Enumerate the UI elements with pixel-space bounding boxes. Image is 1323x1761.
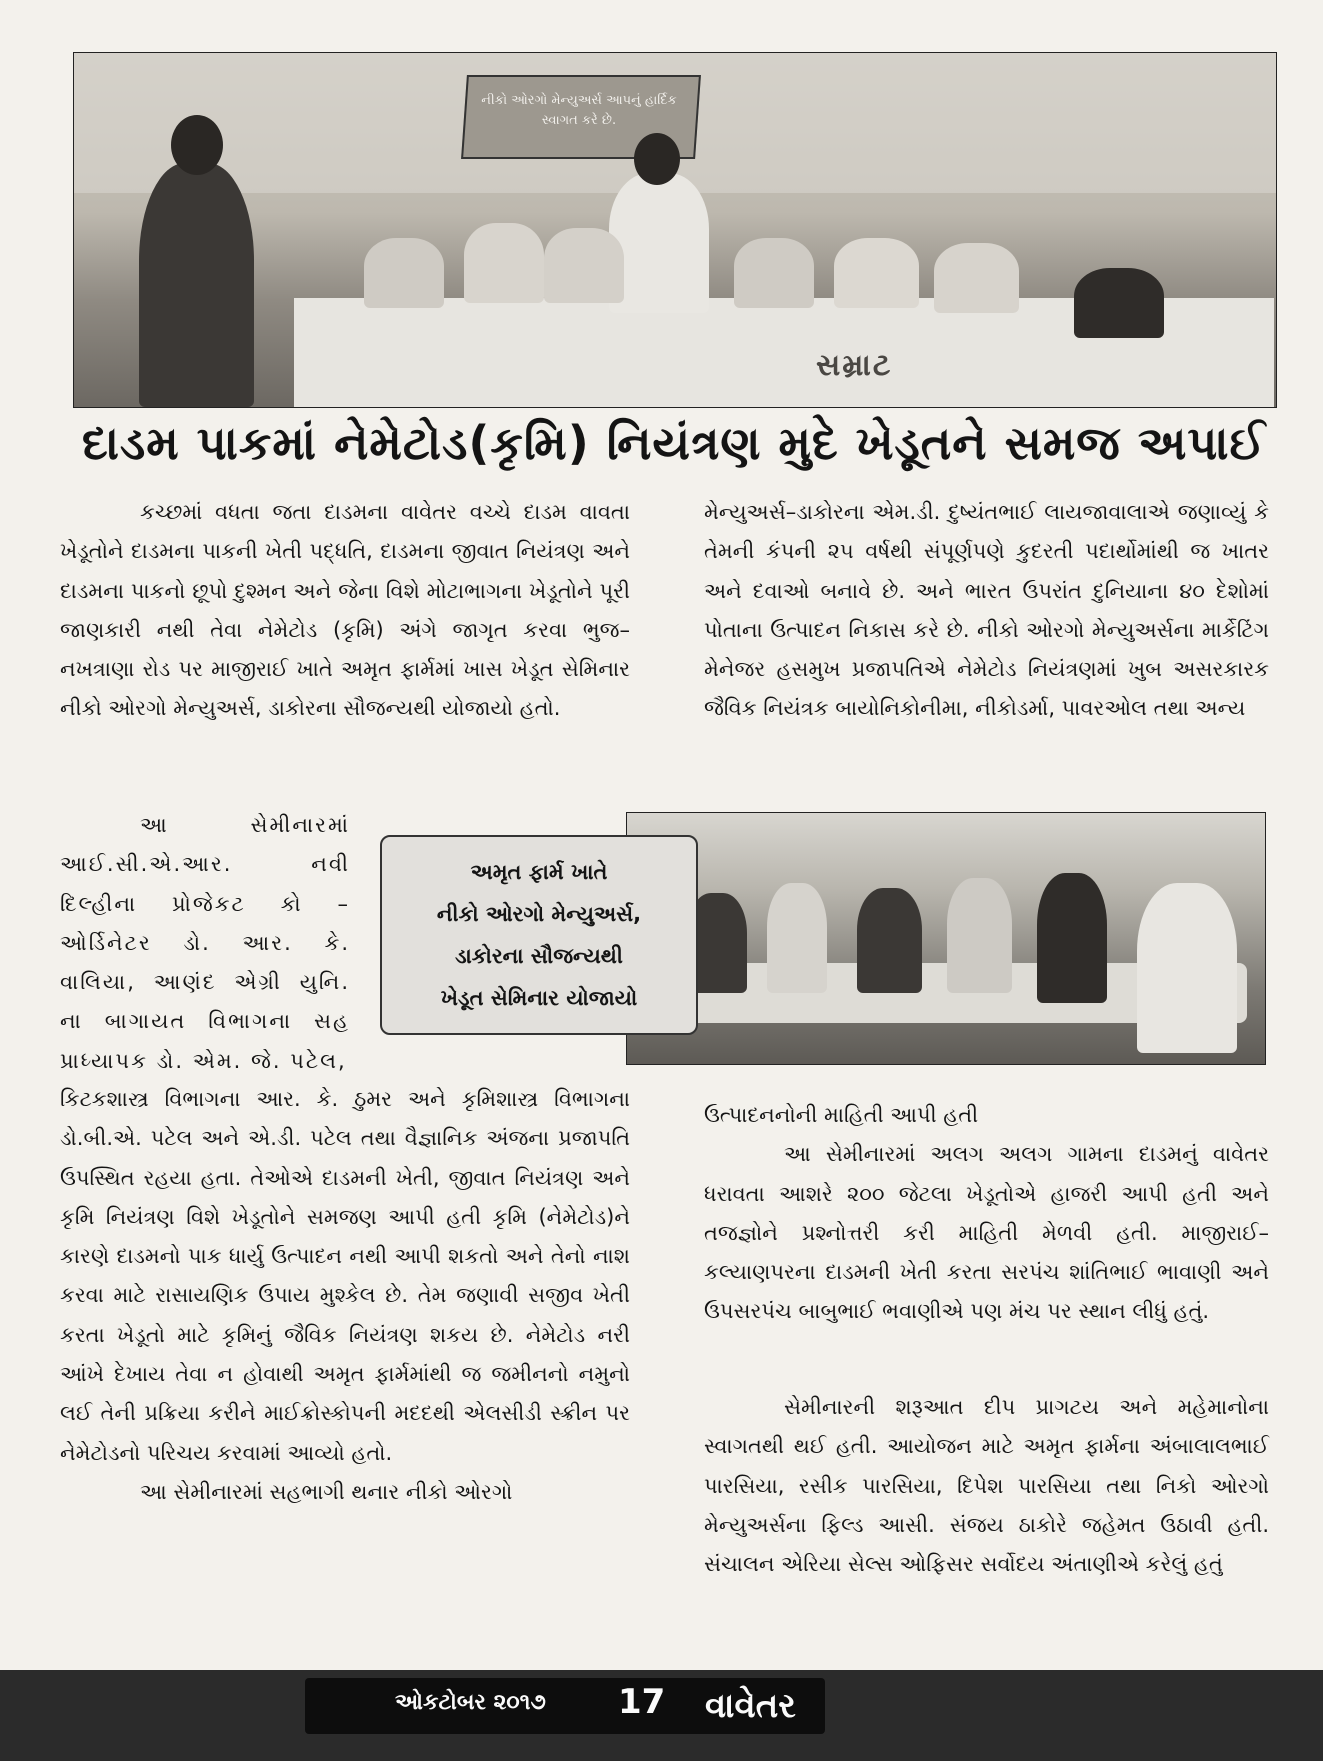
- paragraph-text: આ સેમીનારમાં અલગ અલગ ગામના દાડમનું વાવેતર ધરાવતા આશરે ૨૦૦ જેટલા ખેડૂતોએ હાજરી આપી હતી અને તજજ્ઞોને પ્રશ્નોત્તરી કરી માહિતી મેળવી હતી. માજીરાઈ–કલ્યાણપરના દાડમની ખેતી કરતા સરપંચ શાંતિભાઈ ભાવાણી અને ઉપસરપંચ બાબુભાઈ ભવાણીએ પણ મંચ પર સ્થાન લીધું હતું.: [704, 1142, 1269, 1324]
- center-speaker: [609, 173, 709, 313]
- paragraph-text: આ સેમીનારમાં સહભાગી થનાર નીકો ઓરગો: [140, 1479, 513, 1504]
- seated-guest: [834, 238, 919, 308]
- callout-line: અમૃત ફાર્મ ખાતે: [470, 860, 608, 884]
- footer-date: ઓકટોબર ૨૦૧૭: [395, 1690, 546, 1715]
- table-sign-text: સમ્રાટ: [816, 348, 893, 383]
- seated-guest: [544, 228, 624, 303]
- audience-member: [1137, 883, 1237, 1053]
- paragraph-text: સેમીનારની શરૂઆત દીપ પ્રાગટય અને મહેમાનોના સ્વાગતથી થઈ હતી. આયોજન માટે અમૃત ફાર્મના અંબાલાલભાઈ પારસિયા, રસીક પારસિયા, દિપેશ પારસિયા તથા નિકો ઓરગો મેન્યુઅર્સના ફિલ્ડ આસી. સંજય ઠાકોરે જહેમત ઉઠાવી હતી. સંચાલન એરિયા સેલ્સ ઓફિસર સર્વોદય અંતાણીએ કરેલું હતું: [704, 1395, 1269, 1577]
- callout-line: ડાકોરના સૌજન્યથી: [455, 944, 623, 968]
- article-paragraph: [704, 1096, 1269, 1332]
- speaker-head: [171, 115, 223, 175]
- page-number: 17: [618, 1682, 666, 1722]
- paragraph-text: કચ્છમાં વધતા જતા દાડમના વાવેતર વચ્ચે દાડમ વાવતા ખેડૂતોને દાડમના પાકની ખેતી પદ્ધતિ, દાડમના જીવાત નિયંત્રણ અને દાડમના પાકનો છૂપો દુશ્મન અને જેના વિશે મોટાભાગના ખેડૂતોને પૂરી જાણકારી નથી તેવા નેમેટોડ (કૃમિ) અંગે જાગૃત કરવા ભુજ–નખત્રાણા રોડ પર માજીરાઈ ખાતે અમૃત ફાર્મમાં ખાસ ખેડૂત સેમિનાર નીકો ઓરગો મેન્યુઅર્સ, ડાકોરના સૌજન્યથી યોજાયો હતો.: [60, 500, 630, 721]
- seated-guest: [1074, 268, 1164, 338]
- article-paragraph: [704, 1388, 1269, 1584]
- callout-box: [380, 835, 698, 1035]
- article-paragraph: [60, 806, 350, 1081]
- seated-guest: [734, 238, 814, 308]
- magazine-logo: વાવેતર: [705, 1686, 796, 1726]
- headline: દાડમ પાકમાં નેમેટોડ(કૃમિ) નિયંત્રણ મુદે ખેડૂતને સમજ અપાઈ: [81, 416, 1266, 470]
- standing-speaker: [139, 163, 254, 407]
- audience-photo: [626, 812, 1266, 1065]
- article-paragraph: [704, 493, 1269, 729]
- paragraph-text: કિટકશાસ્ત્ર વિભાગના આર. કે. ઠુમર અને કૃમિશાસ્ત્ર વિભાગના ડો.બી.એ. પટેલ અને એ.ડી. પટેલ તથા વૈજ્ઞાનિક અંજના પ્રજાપતિ ઉપસ્થિત રહયા હતા. તેઓએ દાડમની ખેતી, જીવાત નિયંત્રણ અને કૃમિ નિયંત્રણ વિશે ખેડૂતોને સમજણ આપી હતી કૃમિ (નેમેટોડ)ને કારણે દાડમનો પાક ધાર્યુ ઉત્પાદન નથી આપી શકતો અને તેનો નાશ કરવા માટે રાસાયણિક ઉપાય મુશ્કેલ છે. તેમ જણાવી સજીવ ખેતી કરતા ખેડૂતો માટે કૃમિનું જૈવિક નિયંત્રણ શકય છે. નેમેટોડ નરી આંખે દેખાય તેવા ન હોવાથી અમૃત ફાર્મમાંથી જ જમીનનો નમુનો લઈ તેની પ્રક્રિયા કરીને માઈક્રોસ્કોપની મદદથી એલસીડી સ્ક્રીન પર નેમેટોડનો પરિચય કરવામાં આવ્યો હતો.: [60, 1087, 630, 1465]
- article-paragraph: [60, 493, 630, 729]
- callout-line: ખેડૂત સેમિનાર યોજાયો: [440, 986, 638, 1010]
- audience-member: [947, 878, 1012, 993]
- paragraph-text: આ સેમીનારમાં આઈ.સી.એ.આર. નવી દિલ્હીના પ્રોજેકટ કો – ઓર્ડિનેટર ડો. આર. કે. વાલિયા, આણંદ એગ્રી યુનિ. ના બાગાયત વિભાગના સહ પ્રાધ્યાપક ડો. એમ. જે. પટેલ,: [60, 813, 350, 1073]
- paragraph-text: મેન્યુઅર્સ–ડાકોરના એમ.ડી. દુષ્યંતભાઈ લાયજાવાલાએ જણાવ્યું કે તેમની કંપની ૨૫ વર્ષથી સંપૂર્ણપણે કુદરતી પદાર્થોમાંથી જ ખાતર અને દવાઓ બનાવે છે. અને ભારત ઉપરાંત દુનિયાના ૪૦ દેશોમાં પોતાના ઉત્પાદન નિકાસ કરે છે. નીકો ઓરગો મેન્યુઅર્સના માર્કેટિંગ મેનેજર હસમુખ પ્રજાપતિએ નેમેટોડ નિયંત્રણમાં ખુબ અસરકારક જૈવિક નિયંત્રક બાયોનિકોનીમા, નીકોડર્મા, પાવરઓલ તથા અન્ય: [704, 500, 1269, 721]
- center-speaker-head: [634, 133, 680, 185]
- audience-member: [1037, 873, 1107, 1003]
- paragraph-text: ઉત્પાદનનોની માહિતી આપી હતી: [704, 1103, 979, 1127]
- stage-photo: [73, 52, 1277, 408]
- callout-line: નીકો ઓરગો મેન્યુઅર્સ,: [436, 902, 642, 926]
- seated-guest: [364, 238, 444, 308]
- seated-guest: [934, 243, 1019, 313]
- article-paragraph: [60, 1080, 630, 1512]
- welcome-banner-text: નીકો ઓરગો મેન્યુઅર્સ આપનું હાર્દિક સ્વાગત કરે છે.: [481, 93, 677, 128]
- audience-member: [767, 883, 827, 993]
- seated-guest: [464, 223, 544, 303]
- audience-member: [857, 888, 922, 993]
